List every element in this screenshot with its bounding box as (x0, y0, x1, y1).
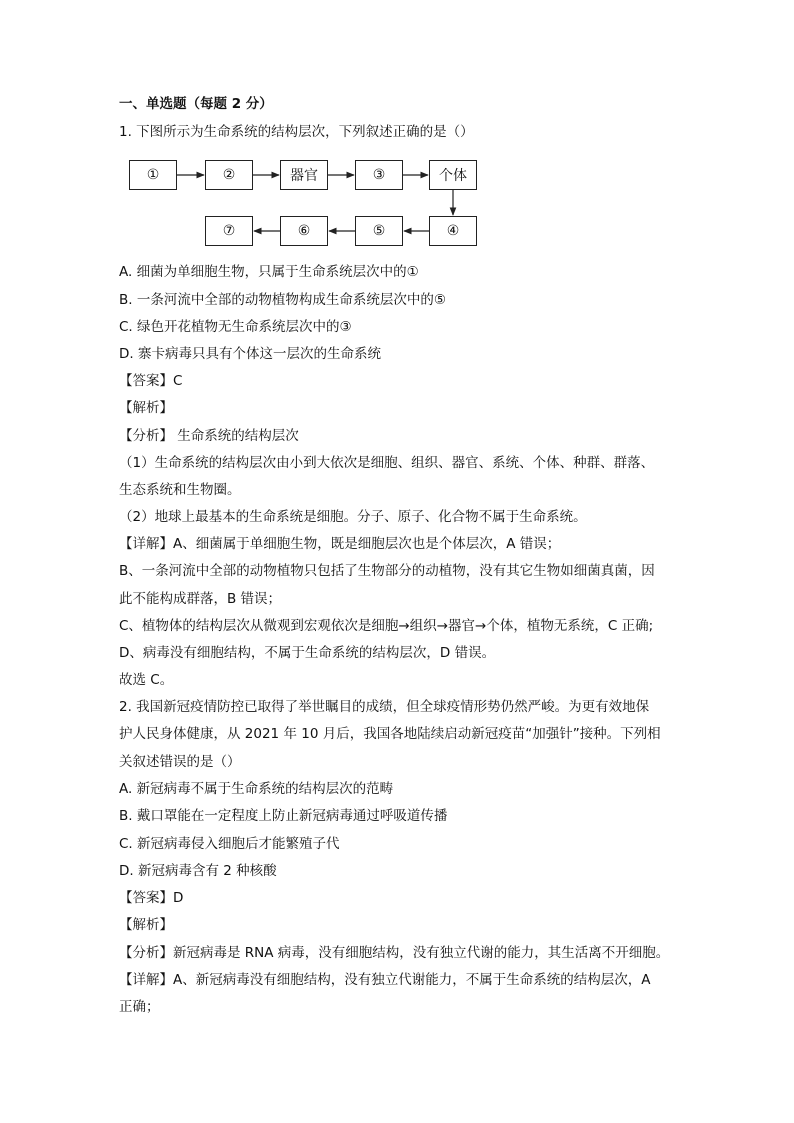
q1-analysis-line: B、一条河流中全部的动物植物只包括了生物部分的动植物，没有其它生物如细菌真菌，因 (119, 563, 655, 579)
diagram-box-2: ② (205, 160, 253, 190)
section-title: 一、单选题（每题 2 分） (119, 96, 273, 112)
q1-analysis-heading: 【解析】 (119, 400, 173, 416)
diagram-box-4: ④ (429, 216, 477, 246)
q1-option-d: D. 寨卡病毒只具有个体这一层次的生命系统 (119, 346, 381, 362)
q2-analysis-line: 正确； (119, 999, 160, 1015)
q1-option-c: C. 绿色开花植物无生命系统层次中的③ (119, 319, 352, 335)
diagram-box-individual: 个体 (429, 160, 477, 190)
q1-analysis-line: 此不能构成群落，B 错误； (119, 591, 282, 607)
q2-analysis-line: 【分析】新冠病毒是 RNA 病毒，没有细胞结构，没有独立代谢的能力，其生活离不开细胞。 (119, 945, 670, 961)
q1-analysis-line: 【分析】 生命系统的结构层次 (119, 428, 299, 444)
diagram-box-7: ⑦ (205, 216, 253, 246)
diagram-box-5: ⑤ (355, 216, 403, 246)
q1-analysis-line: 故选 C。 (119, 672, 174, 688)
diagram-arrows (0, 0, 794, 260)
q1-analysis-line: 生态系统和生物圈。 (119, 482, 241, 498)
q2-analysis-heading: 【解析】 (119, 917, 173, 933)
question-2-stem: 护人民身体健康，从 2021 年 10 月后，我国各地陆续启动新冠疫苗“加强针”接种。下列相 (119, 726, 661, 742)
q2-option-b: B. 戴口罩能在一定程度上防止新冠病毒通过呼吸道传播 (119, 808, 448, 824)
question-2-stem: 关叙述错误的是（） (119, 754, 241, 770)
q1-analysis-line: （1）生命系统的结构层次由小到大依次是细胞、组织、器官、系统、个体、种群、群落、 (119, 455, 655, 471)
question-2-stem: 2. 我国新冠疫情防控已取得了举世瞩目的成绩，但全球疫情形势仍然严峻。为更有效地保 (119, 699, 650, 715)
diagram-box-3: ③ (355, 160, 403, 190)
diagram-box-1: ① (129, 160, 177, 190)
q2-option-a: A. 新冠病毒不属于生命系统的结构层次的范畴 (119, 781, 394, 797)
q1-analysis-line: D、病毒没有细胞结构，不属于生命系统的结构层次，D 错误。 (119, 645, 496, 661)
q2-analysis-line: 【详解】A、新冠病毒没有细胞结构，没有独立代谢能力，不属于生命系统的结构层次，A (119, 972, 651, 988)
q2-option-d: D. 新冠病毒含有 2 种核酸 (119, 863, 277, 879)
q1-analysis-line: C、植物体的结构层次从微观到宏观依次是细胞→组织→器官→个体，植物无系统，C 正确; (119, 618, 654, 634)
q2-answer: 【答案】D (119, 890, 184, 906)
q1-analysis-line: （2）地球上最基本的生命系统是细胞。分子、原子、化合物不属于生命系统。 (119, 509, 587, 525)
diagram-box-organ: 器官 (280, 160, 328, 190)
diagram-box-6: ⑥ (280, 216, 328, 246)
q1-option-a: A. 细菌为单细胞生物，只属于生命系统层次中的① (119, 264, 419, 280)
q1-analysis-line: 【详解】A、细菌属于单细胞生物，既是细胞层次也是个体层次，A 错误； (119, 536, 561, 552)
q2-option-c: C. 新冠病毒侵入细胞后才能繁殖子代 (119, 836, 340, 852)
question-1-stem: 1. 下图所示为生命系统的结构层次，下列叙述正确的是（） (119, 124, 474, 140)
q1-answer: 【答案】C (119, 373, 183, 389)
q1-option-b: B. 一条河流中全部的动物植物构成生命系统层次中的⑤ (119, 292, 446, 308)
